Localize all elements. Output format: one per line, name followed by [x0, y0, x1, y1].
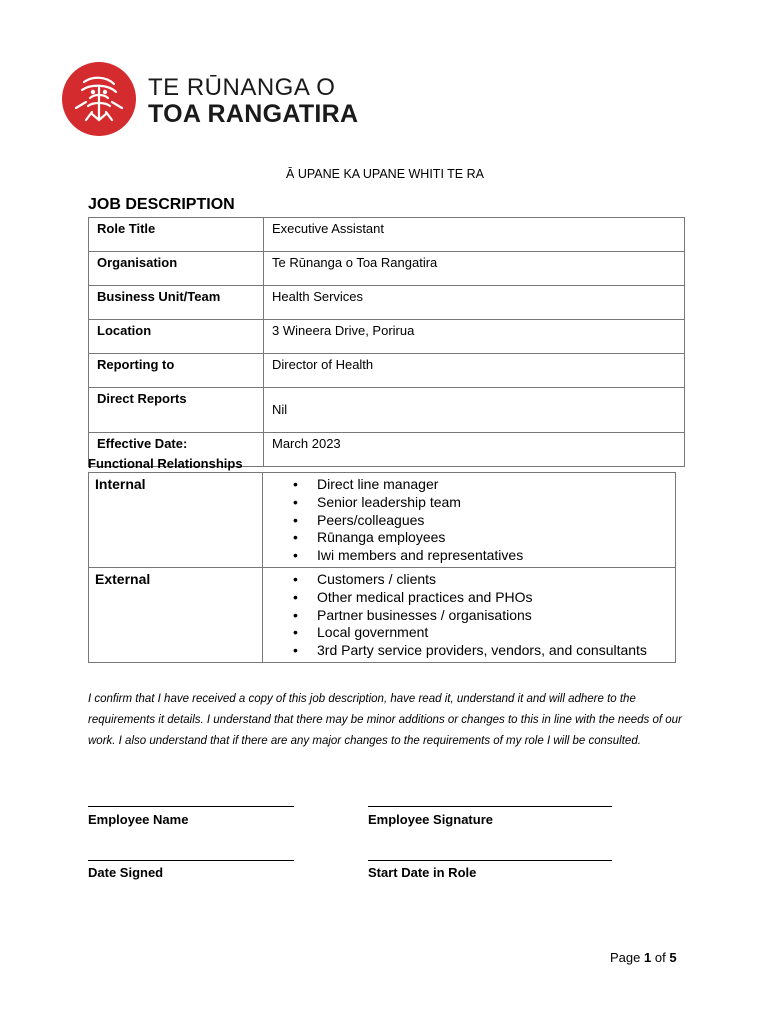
- confirmation-statement: I confirm that I have received a copy of this job description, have read it, understand it and will adhere to the requirements it details. I understand that there may be minor additions or changes to this in line with the needs of our work. I also understand that if there are any major changes to the requirements of my role I will be consulted.: [88, 693, 682, 747]
- external-list-cell: [263, 567, 676, 662]
- role-title-label: Role Title: [89, 218, 264, 252]
- motto: Ā UPANE KA UPANE WHITI TE RA: [286, 167, 484, 181]
- employee-name-line[interactable]: [88, 806, 294, 807]
- employee-signature-label: Employee Signature: [368, 812, 493, 827]
- employee-name-label: Employee Name: [88, 812, 189, 827]
- functional-relationships-table: [88, 472, 676, 663]
- internal-list-cell: [263, 473, 676, 568]
- date-signed-label: Date Signed: [88, 865, 164, 880]
- table-row: [89, 567, 676, 662]
- organisation-label: Organisation: [89, 252, 264, 286]
- list-item: • Peers/colleagues: [317, 512, 669, 530]
- list-item: • Local government: [317, 624, 669, 642]
- employee-signature-line[interactable]: [368, 806, 612, 807]
- internal-label: Internal: [89, 473, 263, 568]
- logo-text-line2: TOA RANGATIRA: [148, 100, 359, 128]
- table-row: [89, 388, 685, 433]
- logo-text-line1: TE RŪNANGA O: [148, 74, 336, 101]
- internal-list: [269, 476, 669, 565]
- role-title-value: Executive Assistant: [264, 218, 685, 252]
- list-item: • Rūnanga employees: [317, 529, 669, 547]
- external-label: External: [89, 567, 263, 662]
- list-item: • Iwi members and representatives: [317, 547, 669, 565]
- external-list: [269, 571, 669, 660]
- page-number: [610, 950, 677, 965]
- functional-relationships-heading: Functional Relationships: [88, 456, 243, 471]
- direct-reports-value: Nil: [264, 388, 685, 433]
- business-unit-label: Business Unit/Team: [89, 286, 264, 320]
- table-row: [89, 473, 676, 568]
- reporting-to-value: Director of Health: [264, 354, 685, 388]
- current-page: 1: [644, 950, 652, 965]
- taniwha-emblem-icon: [62, 62, 136, 136]
- effective-date-value: March 2023: [264, 433, 685, 467]
- of-word: of: [654, 950, 666, 965]
- business-unit-value: Health Services: [264, 286, 685, 320]
- list-item: • Partner businesses / organisations: [317, 607, 669, 625]
- list-item: • Direct line manager: [317, 476, 669, 494]
- table-row: [89, 252, 685, 286]
- location-value: 3 Wineera Drive, Porirua: [264, 320, 685, 354]
- list-item: • 3rd Party service providers, vendors, and consultants: [317, 642, 669, 660]
- page-title: JOB DESCRIPTION: [88, 196, 235, 213]
- total-pages: 5: [669, 950, 677, 965]
- table-row: [89, 218, 685, 252]
- start-date-label: Start Date in Role: [368, 865, 477, 880]
- page-word: Page: [610, 950, 641, 965]
- list-item: • Other medical practices and PHOs: [317, 589, 669, 607]
- table-row: [89, 286, 685, 320]
- direct-reports-label: Direct Reports: [89, 388, 264, 433]
- list-item: • Senior leadership team: [317, 494, 669, 512]
- organisation-logo: [62, 60, 382, 138]
- list-item: • Customers / clients: [317, 571, 669, 589]
- organisation-value: Te Rūnanga o Toa Rangatira: [264, 252, 685, 286]
- table-row: [89, 354, 685, 388]
- start-date-line[interactable]: [368, 860, 612, 861]
- job-details-table: [88, 217, 685, 467]
- reporting-to-label: Reporting to: [89, 354, 264, 388]
- date-signed-line[interactable]: [88, 860, 294, 861]
- table-row: [89, 320, 685, 354]
- location-label: Location: [89, 320, 264, 354]
- effective-date-label: Effective Date:: [89, 433, 264, 467]
